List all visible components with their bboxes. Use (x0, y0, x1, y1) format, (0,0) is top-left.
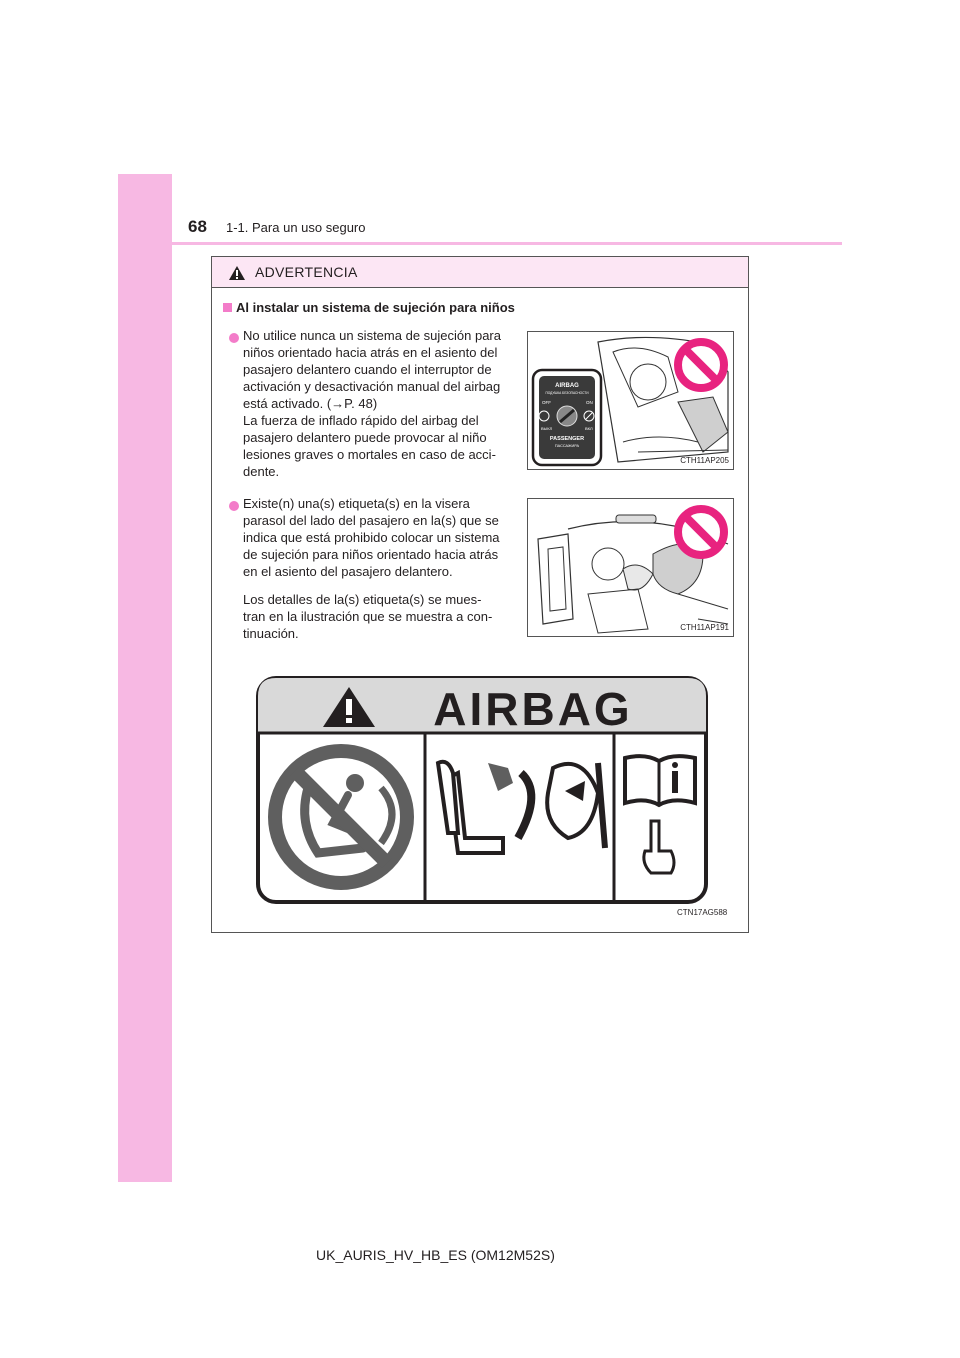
warning-triangle-icon (228, 265, 246, 281)
text-line: tran en la ilustración que se muestra a con- (243, 609, 493, 624)
switch-passenger-label: PASSENGER (549, 436, 585, 442)
text-line: parasol del lado del pasajero en la(s) que se (243, 513, 499, 528)
text-line: indica que está prohibido colocar un sistema (243, 530, 500, 545)
text-line: Los detalles de la(s) etiqueta(s) se mues- (243, 592, 482, 607)
prohibition-icon (673, 337, 729, 393)
switch-airbag-ru-label: ПОДУШКА БЕЗОПАСНОСТИ (545, 391, 589, 395)
figure-rear-facing-seat (527, 498, 734, 637)
bullet-dot-icon (229, 333, 239, 343)
figure-code: CTH11AP205 (680, 456, 729, 465)
text-line: La fuerza de inflado rápido del airbag del (243, 413, 479, 428)
bullet-2-text (243, 495, 515, 580)
text-line: está activado. (→P. 48) (243, 396, 378, 411)
figure-airbag-switch (527, 331, 734, 470)
text-line: tinuación. (243, 626, 299, 641)
text-line: activación y desactivación manual del airbag (243, 379, 501, 394)
no-rear-facing-child-seat-icon (275, 751, 407, 883)
figure-code: CTN17AG588 (677, 908, 728, 917)
switch-passenger-ru-label: ПАССАЖИРА (554, 444, 580, 448)
text-line: pasajero delantero cuando el interruptor de (243, 362, 492, 377)
text-line: de sujeción para niños orientado hacia atrás (243, 547, 499, 562)
switch-off-ru-label: ВЫКЛ (541, 426, 553, 431)
text-line: dente. (243, 464, 280, 479)
warning-title: ADVERTENCIA (255, 264, 358, 280)
warning-subheading: Al instalar un sistema de sujeción para niños (236, 300, 515, 315)
warning-header (212, 257, 748, 288)
page-number: 68 (188, 217, 207, 236)
text-line: en el asiento del pasajero delantero. (243, 564, 453, 579)
switch-airbag-label: AIRBAG (555, 383, 579, 389)
switch-on-label: ON (586, 400, 593, 405)
footer-document-id: UK_AURIS_HV_HB_ES (OM12M52S) (316, 1247, 555, 1263)
switch-on-ru-label: ВКЛ (585, 426, 593, 431)
text-line: Existe(n) una(s) etiqueta(s) en la visera (243, 496, 470, 511)
switch-off-label: OFF (542, 400, 551, 405)
figure-code: CTH11AP191 (680, 623, 729, 632)
section-title: 1-1. Para un uso seguro (226, 220, 366, 235)
text-line: pasajero delantero puede provocar al niño (243, 430, 487, 445)
side-color-band (118, 174, 172, 1182)
prohibition-icon (673, 504, 729, 560)
text-line: No utilice nunca un sistema de sujeción para (243, 328, 501, 343)
bullet-2-paragraph (243, 591, 515, 642)
text-line: niños orientado hacia atrás en el asiento del (243, 345, 498, 360)
header-rule (118, 242, 842, 245)
bullet-1-text (243, 327, 515, 480)
airbag-warning-label (253, 673, 713, 909)
text-line: lesiones graves o mortales en caso de acci- (243, 447, 496, 462)
bullet-dot-icon (229, 501, 239, 511)
square-bullet-icon (223, 303, 232, 312)
warning-box (211, 256, 749, 933)
airbag-label-title: AIRBAG (433, 683, 633, 735)
